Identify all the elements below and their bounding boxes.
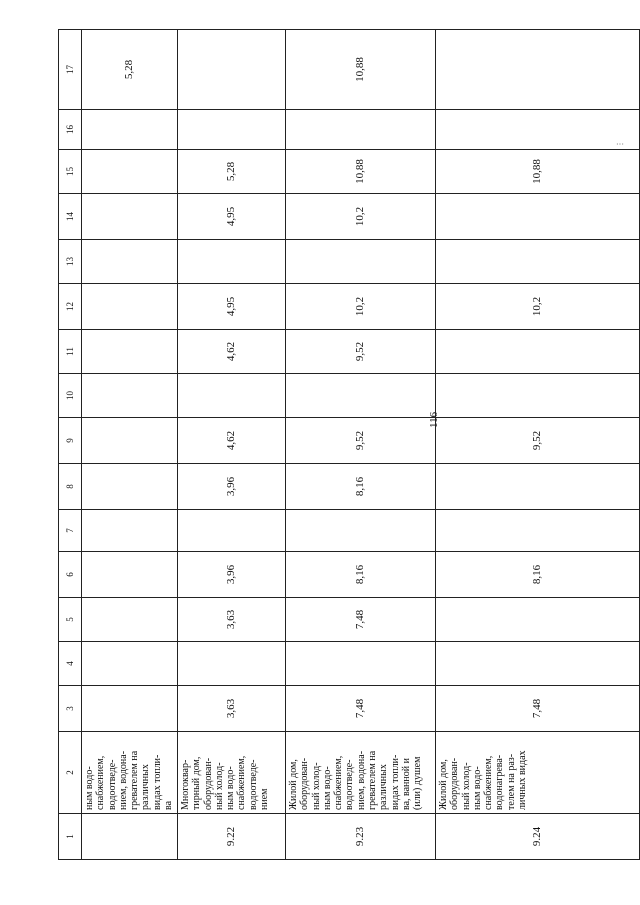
value-cell-col-5: 3,63 [178, 598, 286, 642]
description-line: ва [163, 800, 175, 810]
tariff-table [58, 29, 640, 860]
value-cell-col-11: 9,52 [286, 330, 436, 374]
value-cell-col-3 [82, 686, 178, 732]
description-line: Многоквар- [180, 759, 191, 810]
header-cell: 13 [59, 240, 82, 284]
value-cell-col-10 [82, 374, 178, 418]
value-cell-col-6: 8,16 [436, 552, 640, 598]
description-line: снабжением, [483, 755, 495, 810]
value-cell-col-14 [82, 194, 178, 240]
value-cell-col-16 [436, 110, 640, 150]
value-cell-col-4 [178, 642, 286, 686]
value-cell-col-17: 10,88 [286, 30, 436, 110]
header-cell: 14 [59, 194, 82, 240]
description-line: ным водо- [225, 766, 237, 810]
header-cell: 4 [59, 642, 82, 686]
description-line: ный холод- [213, 762, 225, 810]
description-line: нием [259, 788, 271, 810]
value-cell-col-10 [436, 374, 640, 418]
value-cell-col-9: 9,52 [286, 418, 436, 464]
description-line: личных видах [517, 750, 529, 810]
value-cell-col-7 [82, 510, 178, 552]
description-line: снабжением, [236, 755, 248, 810]
value-cell-col-3: 3,63 [178, 686, 286, 732]
value-cell-col-7 [178, 510, 286, 552]
value-cell-col-10 [286, 374, 436, 418]
value-cell-col-12: 4,95 [178, 284, 286, 330]
description-line: гревателем на [129, 750, 141, 810]
row-description [178, 732, 286, 814]
value-cell-col-3: 7,48 [436, 686, 640, 732]
description-line: видах топли- [151, 754, 163, 810]
value-cell-col-14: 10,2 [286, 194, 436, 240]
header-cell: 7 [59, 510, 82, 552]
row-number: 9.22 [178, 814, 286, 860]
value-cell-col-13 [82, 240, 178, 284]
value-cell-col-12 [82, 284, 178, 330]
description-line: (или) душем [412, 756, 424, 810]
value-cell-col-3: 7,48 [286, 686, 436, 732]
description-line: видах топли- [389, 754, 401, 810]
value-cell-col-8: 8,16 [286, 464, 436, 510]
description-line: Жилой дом, [288, 759, 299, 810]
table-row [286, 30, 436, 860]
header-cell: 2 [59, 732, 82, 814]
value-cell-col-17 [178, 30, 286, 110]
table-row [82, 30, 178, 860]
value-cell-col-6: 3,96 [178, 552, 286, 598]
header-cell: 15 [59, 150, 82, 194]
value-cell-col-4 [82, 642, 178, 686]
description-line: ным водо- [471, 766, 483, 810]
row-number: 9.24 [436, 814, 640, 860]
table-row [178, 30, 286, 860]
table-body [59, 30, 640, 860]
value-cell-col-5: 7,48 [286, 598, 436, 642]
value-cell-col-9: 9,52 [436, 418, 640, 464]
value-cell-col-11: 4,62 [178, 330, 286, 374]
value-cell-col-15: 5,28 [178, 150, 286, 194]
value-cell-col-10 [178, 374, 286, 418]
value-cell-col-15: 10,88 [436, 150, 640, 194]
description-line: нием, водона- [117, 750, 129, 810]
value-cell-col-7 [286, 510, 436, 552]
description-line: гревателем на [367, 750, 379, 810]
rotated-table-container [58, 30, 638, 860]
value-cell-col-14: 4,95 [178, 194, 286, 240]
description-line: ным водо- [84, 766, 95, 810]
page-number: 116 [428, 411, 440, 428]
description-line: оборудован- [299, 757, 311, 810]
row-description [286, 732, 436, 814]
description-line: тирный дом, [191, 756, 203, 810]
value-cell-col-8 [436, 464, 640, 510]
description-line: снабжением, [95, 755, 107, 810]
value-cell-col-15 [82, 150, 178, 194]
description-line: Жилой дом, [438, 759, 449, 810]
description-line: снабжением, [333, 755, 345, 810]
header-cell: 3 [59, 686, 82, 732]
value-cell-col-13 [436, 240, 640, 284]
value-cell-col-13 [178, 240, 286, 284]
header-cell: 17 [59, 30, 82, 110]
value-cell-col-4 [436, 642, 640, 686]
value-cell-col-14 [436, 194, 640, 240]
value-cell-col-11 [436, 330, 640, 374]
description-line: ный холод- [310, 762, 322, 810]
value-cell-col-5 [436, 598, 640, 642]
header-cell: 8 [59, 464, 82, 510]
value-cell-col-16 [178, 110, 286, 150]
description-line: водоотведе- [344, 759, 356, 810]
row-number: 9.23 [286, 814, 436, 860]
header-cell: 6 [59, 552, 82, 598]
value-cell-col-5 [82, 598, 178, 642]
value-cell-col-6 [82, 552, 178, 598]
stray-mark: ··· [616, 140, 624, 149]
value-cell-col-4 [286, 642, 436, 686]
value-cell-col-9 [82, 418, 178, 464]
description-line: оборудован- [202, 757, 214, 810]
header-cell: 1 [59, 814, 82, 860]
value-cell-col-15: 10,88 [286, 150, 436, 194]
description-line: оборудован- [449, 757, 461, 810]
value-cell-col-16 [286, 110, 436, 150]
value-cell-col-6: 8,16 [286, 552, 436, 598]
value-cell-col-12: 10,2 [436, 284, 640, 330]
description-line: водоотведе- [106, 759, 118, 810]
header-cell: 10 [59, 374, 82, 418]
header-row [59, 30, 82, 860]
value-cell-col-8: 3,96 [178, 464, 286, 510]
header-cell: 11 [59, 330, 82, 374]
description-line: ный холод- [460, 762, 472, 810]
row-description [82, 732, 178, 814]
description-line: нием, водона- [355, 750, 367, 810]
value-cell-col-16 [82, 110, 178, 150]
description-line: водонагрева- [494, 754, 506, 810]
value-cell-col-11 [82, 330, 178, 374]
value-cell-col-17 [436, 30, 640, 110]
description-line: телем на раз- [505, 753, 517, 810]
value-cell-col-17: 5,28 [82, 30, 178, 110]
value-cell-col-13 [286, 240, 436, 284]
description-line: различных [378, 764, 390, 810]
row-description [436, 732, 640, 814]
table-row [436, 30, 640, 860]
row-number [82, 814, 178, 860]
description-line: водоотведе- [247, 759, 259, 810]
value-cell-col-9: 4,62 [178, 418, 286, 464]
header-cell: 9 [59, 418, 82, 464]
header-cell: 5 [59, 598, 82, 642]
description-line: ным водо- [321, 766, 333, 810]
header-cell: 12 [59, 284, 82, 330]
value-cell-col-7 [436, 510, 640, 552]
value-cell-col-12: 10,2 [286, 284, 436, 330]
value-cell-col-8 [82, 464, 178, 510]
description-line: различных [140, 764, 152, 810]
header-cell: 16 [59, 110, 82, 150]
description-line: ва, ванной и [400, 758, 412, 810]
